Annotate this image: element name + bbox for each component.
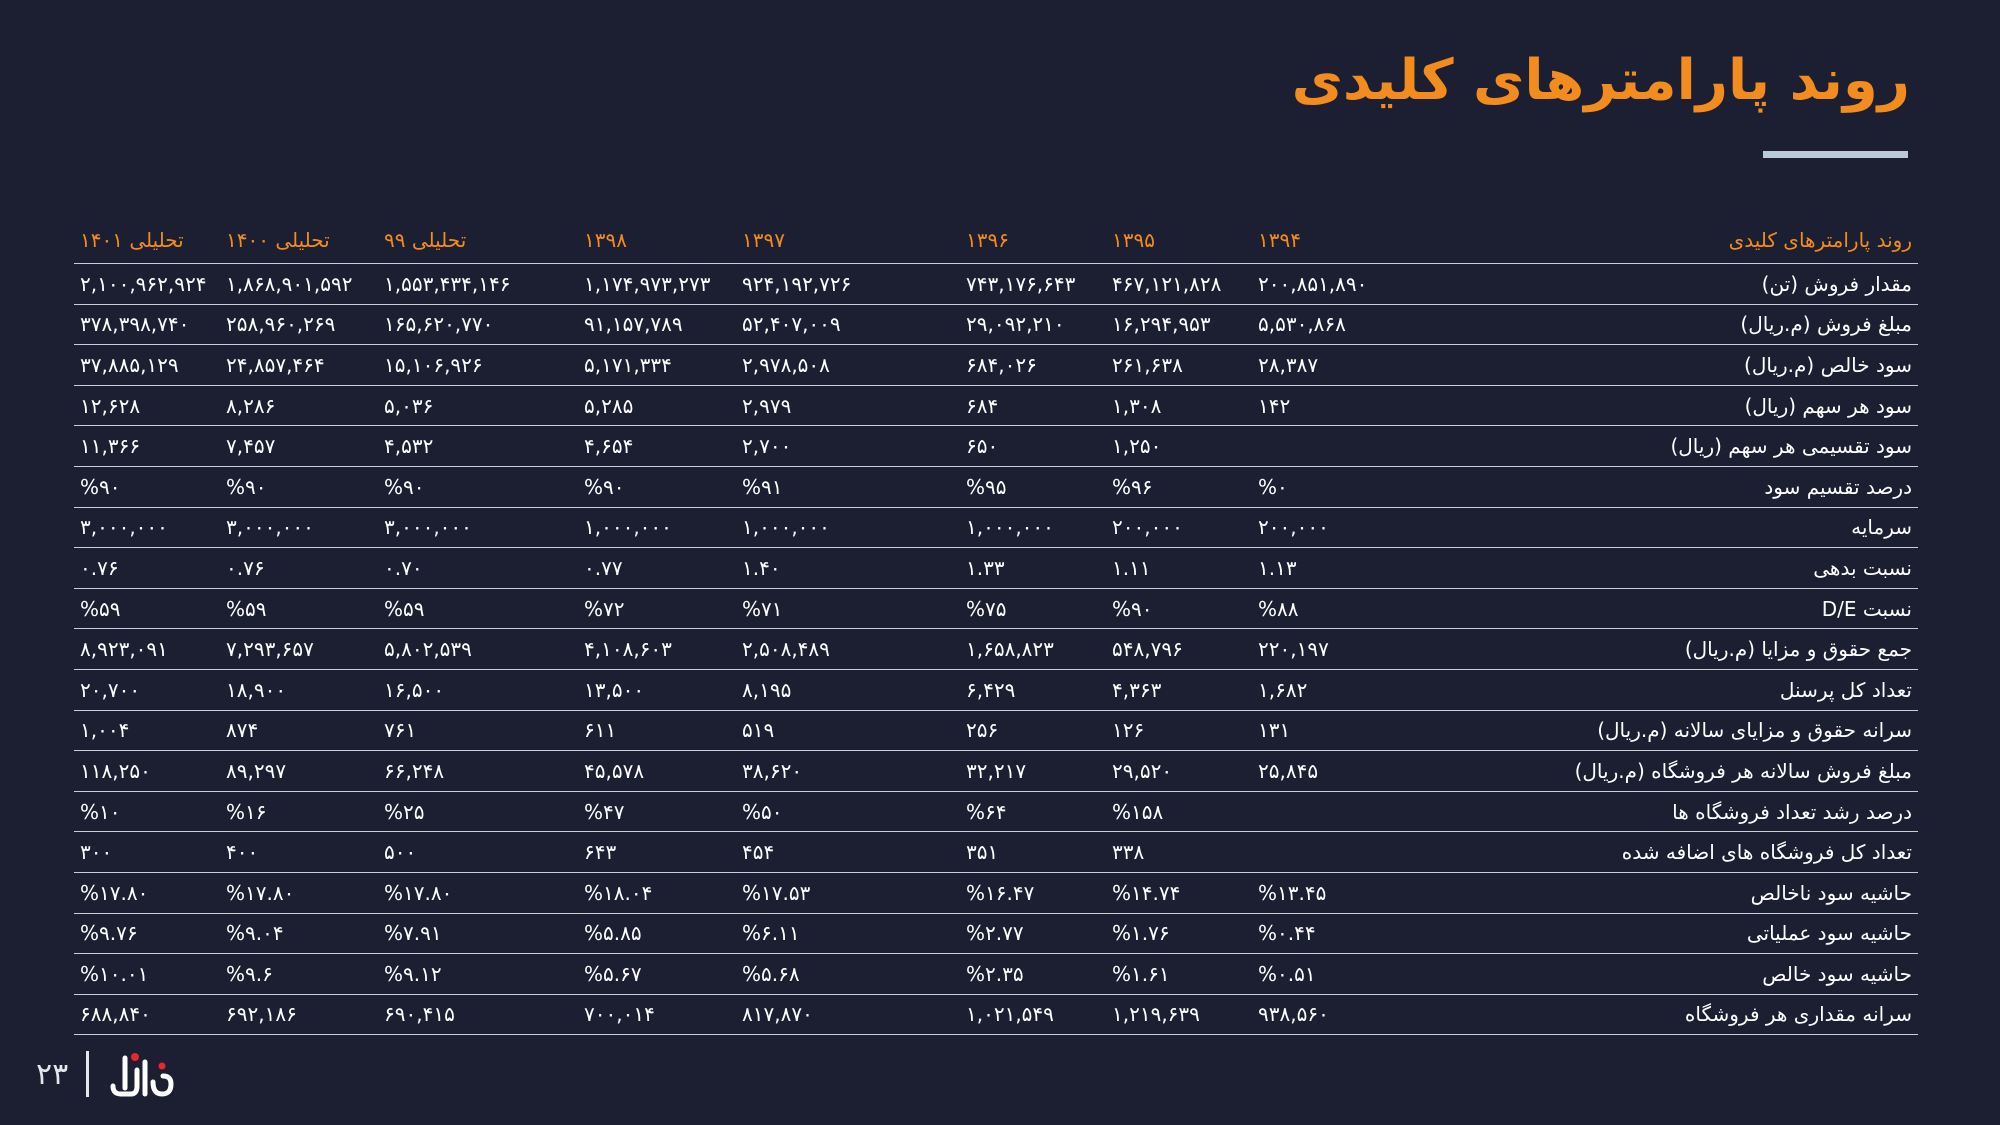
table-row <box>74 629 1918 670</box>
table-cell: ۳۷۸,۳۹۸,۷۴۰ <box>74 304 220 345</box>
table-row <box>74 588 1918 629</box>
table-cell: ۳۲,۲۱۷ <box>960 751 1106 792</box>
table-cell: ۱,۰۲۱,۵۴۹ <box>960 994 1106 1035</box>
table-row <box>74 548 1918 589</box>
table-cell: %۱۷.۸۰ <box>74 872 220 913</box>
row-label: جمع حقوق و مزایا (م.ریال) <box>1398 629 1918 670</box>
table-cell: %۷۱ <box>736 588 960 629</box>
table-cell <box>1252 832 1398 873</box>
table-cell: ۶۹۲,۱۸۶ <box>220 994 378 1035</box>
table-cell: %۹۰ <box>378 466 578 507</box>
table-cell: ۵,۸۰۲,۵۳۹ <box>378 629 578 670</box>
table-cell: ۱,۰۰۰,۰۰۰ <box>736 507 960 548</box>
table-cell: %۴۷ <box>578 791 736 832</box>
table-cell: ۰.۷۶ <box>74 548 220 589</box>
table-row <box>74 832 1918 873</box>
table-cell: ۳,۰۰۰,۰۰۰ <box>74 507 220 548</box>
table-row <box>74 466 1918 507</box>
table-cell: %۱۷.۸۰ <box>220 872 378 913</box>
page-title: روند پارامترهای کلیدی <box>1291 48 1910 113</box>
table-cell: ۲,۵۰۸,۴۸۹ <box>736 629 960 670</box>
table-cell: ۱,۱۷۴,۹۷۳,۲۷۳ <box>578 264 736 305</box>
row-label: مبلغ فروش (م.ریال) <box>1398 304 1918 345</box>
table-cell: %۶۴ <box>960 791 1106 832</box>
table-cell: ۱,۶۸۲ <box>1252 669 1398 710</box>
table-cell: ۴,۳۶۳ <box>1106 669 1252 710</box>
page-number: ۲۳ <box>36 1056 69 1092</box>
table-cell: ۹۱,۱۵۷,۷۸۹ <box>578 304 736 345</box>
table-cell: %۹.۷۶ <box>74 913 220 954</box>
table-cell: ۲,۹۷۹ <box>736 385 960 426</box>
table-cell: %۱۴.۷۴ <box>1106 872 1252 913</box>
table-cell: ۳۵۱ <box>960 832 1106 873</box>
table-cell: ۸,۹۲۳,۰۹۱ <box>74 629 220 670</box>
table-cell: ۸۹,۲۹۷ <box>220 751 378 792</box>
table-cell: %۲.۳۵ <box>960 954 1106 995</box>
table-cell: ۶۹۰,۴۱۵ <box>378 994 578 1035</box>
table-cell: ۲۲۰,۱۹۷ <box>1252 629 1398 670</box>
row-label: حاشیه سود عملیاتی <box>1398 913 1918 954</box>
table-cell: ۲۰۰,۸۵۱,۸۹۰ <box>1252 264 1398 305</box>
table-cell: %۱۰.۰۱ <box>74 954 220 995</box>
table-cell: %۵۹ <box>74 588 220 629</box>
table-cell: ۵۰۰ <box>378 832 578 873</box>
key-parameters-table <box>74 217 1918 1035</box>
table-cell: ۱۶۵,۶۲۰,۷۷۰ <box>378 304 578 345</box>
table-row <box>74 385 1918 426</box>
table-cell: ۱۴۲ <box>1252 385 1398 426</box>
table-cell: ۱,۶۵۸,۸۲۳ <box>960 629 1106 670</box>
row-label: درصد تقسیم سود <box>1398 466 1918 507</box>
table-cell: %۵۹ <box>220 588 378 629</box>
table-cell: ۱,۲۵۰ <box>1106 426 1252 467</box>
table-cell <box>1252 791 1398 832</box>
table-cell: ۷۰۰,۰۱۴ <box>578 994 736 1035</box>
table-cell: ۳,۰۰۰,۰۰۰ <box>378 507 578 548</box>
table-row <box>74 345 1918 386</box>
table-cell: %۱۶.۴۷ <box>960 872 1106 913</box>
company-logo-icon <box>107 1048 175 1100</box>
table-cell: ۱۶,۵۰۰ <box>378 669 578 710</box>
table-cell: %۲.۷۷ <box>960 913 1106 954</box>
table-cell: ۹۳۸,۵۶۰ <box>1252 994 1398 1035</box>
table-cell: ۰.۷۶ <box>220 548 378 589</box>
table-body <box>74 264 1918 1035</box>
table-cell: ۳۳۸ <box>1106 832 1252 873</box>
table-cell: ۳۸,۶۲۰ <box>736 751 960 792</box>
table-cell: ۱.۴۰ <box>736 548 960 589</box>
table-cell: ۱۸,۹۰۰ <box>220 669 378 710</box>
table-cell: ۱۳,۵۰۰ <box>578 669 736 710</box>
table-cell: %۹۰ <box>1106 588 1252 629</box>
table-row <box>74 264 1918 305</box>
table-cell: %۹۱ <box>736 466 960 507</box>
table-cell: ۸۱۷,۸۷۰ <box>736 994 960 1035</box>
table-row <box>74 751 1918 792</box>
header-year: ۱۳۹۸ <box>578 217 736 264</box>
table-cell: ۰.۷۷ <box>578 548 736 589</box>
table-cell: ۸۷۴ <box>220 710 378 751</box>
title-underline <box>1763 151 1908 158</box>
row-label: سرمایه <box>1398 507 1918 548</box>
table-cell: %۵.۶۸ <box>736 954 960 995</box>
table-cell: ۵۱۹ <box>736 710 960 751</box>
table-cell: ۹۲۴,۱۹۲,۷۲۶ <box>736 264 960 305</box>
table-cell: ۱۶,۲۹۴,۹۵۳ <box>1106 304 1252 345</box>
table-cell: %۷.۹۱ <box>378 913 578 954</box>
table-cell: ۲۶۱,۶۳۸ <box>1106 345 1252 386</box>
table-cell: ۴۰۰ <box>220 832 378 873</box>
table-cell: ۱۳۱ <box>1252 710 1398 751</box>
table-cell: %۵.۶۷ <box>578 954 736 995</box>
table-cell: ۲۴,۸۵۷,۴۶۴ <box>220 345 378 386</box>
table-cell: ۷۶۱ <box>378 710 578 751</box>
table-row <box>74 954 1918 995</box>
table-row <box>74 872 1918 913</box>
table-row <box>74 710 1918 751</box>
table-cell: ۲۰۰,۰۰۰ <box>1252 507 1398 548</box>
table-cell: %۱۷.۸۰ <box>378 872 578 913</box>
header-year: تحلیلی ۹۹ <box>378 217 578 264</box>
table-cell: ۲۵۶ <box>960 710 1106 751</box>
table-cell: ۶۱۱ <box>578 710 736 751</box>
table-cell: ۱,۰۰۰,۰۰۰ <box>960 507 1106 548</box>
table-cell: ۲,۷۰۰ <box>736 426 960 467</box>
table-cell: %۷۵ <box>960 588 1106 629</box>
table-cell: ۱.۱۱ <box>1106 548 1252 589</box>
table-cell: ۶۸۴ <box>960 385 1106 426</box>
table-row <box>74 791 1918 832</box>
table-cell: ۵,۲۸۵ <box>578 385 736 426</box>
table-cell: ۱,۳۰۸ <box>1106 385 1252 426</box>
table-cell: ۴۶۷,۱۲۱,۸۲۸ <box>1106 264 1252 305</box>
table-cell: ۵۴۸,۷۹۶ <box>1106 629 1252 670</box>
table-cell: ۳۰۰ <box>74 832 220 873</box>
row-label: سود تقسیمی هر سهم (ریال) <box>1398 426 1918 467</box>
table-cell: ۲۰,۷۰۰ <box>74 669 220 710</box>
header-year: تحلیلی ۱۴۰۰ <box>220 217 378 264</box>
table-cell: ۲,۱۰۰,۹۶۲,۹۲۴ <box>74 264 220 305</box>
header-label: روند پارامترهای کلیدی <box>1398 217 1918 264</box>
table-cell: %۹.۱۲ <box>378 954 578 995</box>
table-cell: ۱.۳۳ <box>960 548 1106 589</box>
table-cell: %۹۶ <box>1106 466 1252 507</box>
row-label: نسبت D/E <box>1398 588 1918 629</box>
table-cell: ۰.۷۰ <box>378 548 578 589</box>
table-row <box>74 507 1918 548</box>
header-year: ۱۳۹۴ <box>1252 217 1398 264</box>
row-label: تعداد کل فروشگاه های اضافه شده <box>1398 832 1918 873</box>
row-label: سود هر سهم (ریال) <box>1398 385 1918 426</box>
table-cell: %۷۲ <box>578 588 736 629</box>
table-cell: ۵,۰۳۶ <box>378 385 578 426</box>
row-label: مقدار فروش (تن) <box>1398 264 1918 305</box>
table-cell: %۱۸.۰۴ <box>578 872 736 913</box>
table-cell: ۱۲۶ <box>1106 710 1252 751</box>
table-header-row <box>74 217 1918 264</box>
row-label: سود خالص (م.ریال) <box>1398 345 1918 386</box>
table-cell: ۲۹,۰۹۲,۲۱۰ <box>960 304 1106 345</box>
table-cell: ۲۹,۵۲۰ <box>1106 751 1252 792</box>
table-cell: %۱.۶۱ <box>1106 954 1252 995</box>
header-year: تحلیلی ۱۴۰۱ <box>74 217 220 264</box>
table-cell: %۹.۶ <box>220 954 378 995</box>
table-cell: ۷۴۳,۱۷۶,۶۴۳ <box>960 264 1106 305</box>
table-row <box>74 994 1918 1035</box>
row-label: نسبت بدهی <box>1398 548 1918 589</box>
table-cell: %۶.۱۱ <box>736 913 960 954</box>
table-cell: ۲۵,۸۴۵ <box>1252 751 1398 792</box>
row-label: حاشیه سود خالص <box>1398 954 1918 995</box>
table-cell: ۳۷,۸۸۵,۱۲۹ <box>74 345 220 386</box>
table-cell: ۴۵۴ <box>736 832 960 873</box>
table-cell: %۰ <box>1252 466 1398 507</box>
table-cell: %۰.۴۴ <box>1252 913 1398 954</box>
table-cell: %۱.۷۶ <box>1106 913 1252 954</box>
table-cell: %۵.۸۵ <box>578 913 736 954</box>
table-cell: %۱۶ <box>220 791 378 832</box>
table-cell: %۱۵۸ <box>1106 791 1252 832</box>
table-cell: %۹.۰۴ <box>220 913 378 954</box>
table-cell: %۵۹ <box>378 588 578 629</box>
footer <box>36 1046 175 1102</box>
row-label: سرانه حقوق و مزایای سالانه (م.ریال) <box>1398 710 1918 751</box>
table-cell: ۶۴۳ <box>578 832 736 873</box>
table-cell: ۱,۸۶۸,۹۰۱,۵۹۲ <box>220 264 378 305</box>
table-cell: ۶,۴۲۹ <box>960 669 1106 710</box>
table-cell: ۱,۰۰۴ <box>74 710 220 751</box>
table-row <box>74 669 1918 710</box>
table-cell: ۵,۵۳۰,۸۶۸ <box>1252 304 1398 345</box>
table-cell: %۰.۵۱ <box>1252 954 1398 995</box>
table-cell: ۸,۲۸۶ <box>220 385 378 426</box>
table-cell: ۲۰۰,۰۰۰ <box>1106 507 1252 548</box>
row-label: حاشیه سود ناخالص <box>1398 872 1918 913</box>
table-cell: %۹۵ <box>960 466 1106 507</box>
table-cell: %۱۷.۵۳ <box>736 872 960 913</box>
table-row <box>74 304 1918 345</box>
table-cell: ۲,۹۷۸,۵۰۸ <box>736 345 960 386</box>
table-cell: %۹۰ <box>74 466 220 507</box>
row-label: درصد رشد تعداد فروشگاه ها <box>1398 791 1918 832</box>
table-cell: ۲۸,۳۸۷ <box>1252 345 1398 386</box>
row-label: مبلغ فروش سالانه هر فروشگاه (م.ریال) <box>1398 751 1918 792</box>
table-cell: ۱۲,۶۲۸ <box>74 385 220 426</box>
table-cell: ۶۵۰ <box>960 426 1106 467</box>
table-cell: ۲۵۸,۹۶۰,۲۶۹ <box>220 304 378 345</box>
table-cell: %۹۰ <box>578 466 736 507</box>
table-cell: ۵,۱۷۱,۳۳۴ <box>578 345 736 386</box>
table-cell: ۱,۵۵۳,۴۳۴,۱۴۶ <box>378 264 578 305</box>
table-cell: %۱۳.۴۵ <box>1252 872 1398 913</box>
table-cell: %۲۵ <box>378 791 578 832</box>
table-cell: ۴,۱۰۸,۶۰۳ <box>578 629 736 670</box>
table-cell: ۱,۰۰۰,۰۰۰ <box>578 507 736 548</box>
table-cell: ۷,۲۹۳,۶۵۷ <box>220 629 378 670</box>
table-cell: ۱۱,۳۶۶ <box>74 426 220 467</box>
table-cell: ۶۶,۲۴۸ <box>378 751 578 792</box>
row-label: تعداد کل پرسنل <box>1398 669 1918 710</box>
table-cell: ۱۱۸,۲۵۰ <box>74 751 220 792</box>
table-cell: ۸,۱۹۵ <box>736 669 960 710</box>
table-cell: ۷,۴۵۷ <box>220 426 378 467</box>
table-cell: ۴,۵۳۲ <box>378 426 578 467</box>
table-cell: %۱۰ <box>74 791 220 832</box>
table-cell: %۹۰ <box>220 466 378 507</box>
footer-divider <box>86 1051 89 1097</box>
table-cell: ۱.۱۳ <box>1252 548 1398 589</box>
table-cell: ۴۵,۵۷۸ <box>578 751 736 792</box>
table-cell: %۵۰ <box>736 791 960 832</box>
table-cell: ۴,۶۵۴ <box>578 426 736 467</box>
table-cell: ۳,۰۰۰,۰۰۰ <box>220 507 378 548</box>
table-row <box>74 426 1918 467</box>
table-cell: ۱,۲۱۹,۶۳۹ <box>1106 994 1252 1035</box>
table-cell: ۱۵,۱۰۶,۹۲۶ <box>378 345 578 386</box>
table-cell <box>1252 426 1398 467</box>
header-year: ۱۳۹۶ <box>960 217 1106 264</box>
header-year: ۱۳۹۷ <box>736 217 960 264</box>
table-cell: ۶۸۴,۰۲۶ <box>960 345 1106 386</box>
header-year: ۱۳۹۵ <box>1106 217 1252 264</box>
table-row <box>74 913 1918 954</box>
row-label: سرانه مقداری هر فروشگاه <box>1398 994 1918 1035</box>
table-cell: %۸۸ <box>1252 588 1398 629</box>
table-cell: ۶۸۸,۸۴۰ <box>74 994 220 1035</box>
table-cell: ۵۲,۴۰۷,۰۰۹ <box>736 304 960 345</box>
